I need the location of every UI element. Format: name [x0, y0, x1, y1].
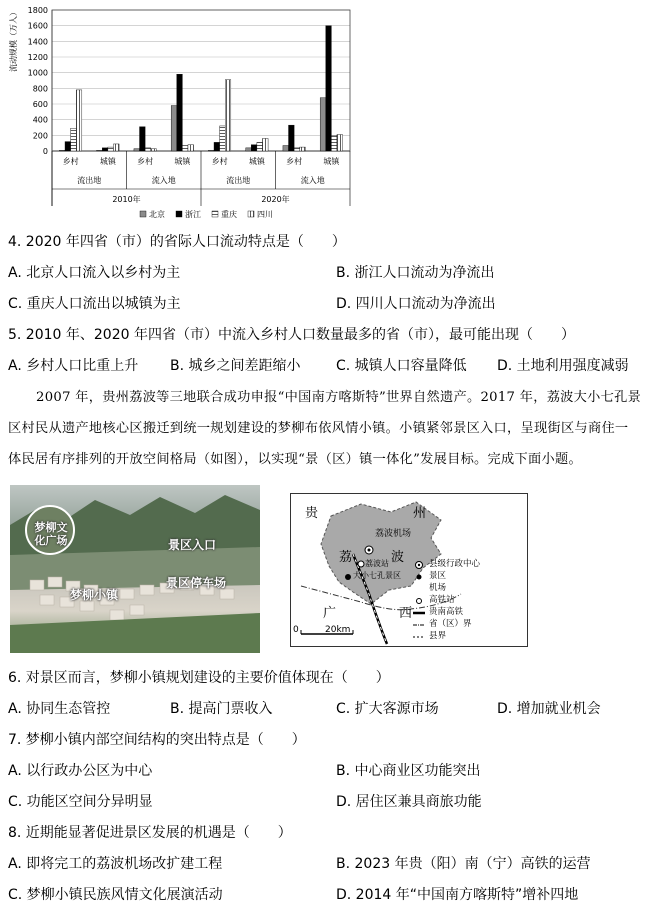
bar-四川-3	[188, 145, 194, 151]
passage-line-2: 区村民从遗产地核心区搬迁到统一规划建设的梦柳布依风情小镇。小镇紧邻景区入口，呈现街区与商住一	[8, 421, 629, 436]
bar-重庆-5	[257, 142, 263, 151]
map-label-scenic: 大小七孔景区	[353, 571, 401, 580]
photo-label-town: 梦柳小镇	[70, 588, 119, 602]
q8-option-a[interactable]: A. 即将完工的荔波机场改扩建工程	[8, 856, 223, 872]
x-category-label: 城镇	[99, 157, 116, 166]
map-label-li: 荔	[339, 550, 353, 565]
x-group-label: 流入地	[151, 176, 176, 185]
bar-浙江-1	[102, 148, 108, 151]
map-label-station: 荔波站	[365, 559, 389, 568]
q6-stem: 6. 对景区而言，梦柳小镇规划建设的主要价值体现在（ ）	[8, 670, 390, 686]
bar-四川-5	[262, 138, 268, 151]
legend-swatch	[212, 211, 218, 217]
q5-option-a[interactable]: A. 乡村人口比重上升	[8, 358, 139, 374]
q5-option-c[interactable]: C. 城镇人口容量降低	[336, 358, 467, 374]
bar-浙江-6	[289, 125, 295, 151]
q8-option-b[interactable]: B. 2023 年贵（阳）南（宁）高铁的运营	[336, 856, 591, 872]
legend-label: 四川	[257, 210, 273, 219]
bar-浙江-0	[65, 142, 71, 151]
q6-option-c[interactable]: C. 扩大客源市场	[336, 701, 439, 717]
legend-swatch	[248, 211, 254, 217]
map-label-zhou: 州	[413, 506, 427, 521]
q8-stem: 8. 近期能显著促进景区发展的机遇是（ ）	[8, 825, 292, 841]
bar-北京-3	[171, 106, 177, 151]
y-tick-label: 0	[42, 147, 48, 156]
bar-浙江-5	[251, 145, 257, 151]
bar-重庆-1	[108, 147, 114, 151]
q6-option-d[interactable]: D. 增加就业机会	[497, 701, 601, 717]
y-axis-label: 流动规模（万人）	[9, 8, 18, 72]
y-tick-label: 400	[32, 115, 48, 125]
legend-label: 北京	[149, 210, 165, 219]
map-drawing	[291, 494, 527, 646]
legend-swatch	[176, 211, 182, 217]
bar-四川-6	[300, 147, 306, 151]
scenic-symbol	[345, 574, 351, 580]
y-tick-label: 1400	[27, 37, 48, 47]
population-flow-chart	[0, 0, 360, 225]
bar-北京-7	[320, 98, 326, 151]
bar-北京-2	[134, 149, 140, 151]
x-group-label: 流出地	[226, 176, 251, 185]
bar-北京-6	[283, 146, 289, 151]
x-category-label: 城镇	[323, 157, 340, 166]
bar-四川-0	[76, 90, 82, 151]
bar-北京-4	[208, 150, 214, 151]
map-scale: 20km	[325, 625, 351, 635]
town-aerial-photo	[10, 485, 260, 653]
q5-stem: 5. 2010 年、2020 年四省（市）中流入乡村人口数量最多的省（市），最可能出现（ ）	[8, 327, 575, 343]
y-tick-label: 1600	[27, 21, 48, 31]
legend-county-center: 县级行政中心	[429, 559, 481, 569]
photo-label-scenic-entrance: 景区入口	[168, 538, 217, 552]
x-year-label: 2020年	[261, 195, 290, 204]
legend-airport: 机场	[429, 583, 447, 593]
x-category-label: 乡村	[137, 157, 154, 166]
legend-rail: 贵南高铁	[429, 607, 464, 617]
q7-stem: 7. 梦柳小镇内部空间结构的突出特点是（ ）	[8, 732, 306, 748]
bar-chart-svg	[0, 0, 360, 225]
bar-四川-1	[113, 144, 119, 151]
map-label-bo: 波	[391, 550, 405, 565]
q7-option-c[interactable]: C. 功能区空间分异明显	[8, 794, 153, 810]
photo-illustration	[10, 485, 260, 653]
legend-label: 浙江	[185, 210, 201, 219]
bar-重庆-7	[331, 135, 337, 151]
station-symbol	[358, 561, 364, 567]
chart-legend	[140, 209, 273, 219]
bar-重庆-2	[145, 148, 151, 151]
y-tick-label: 200	[32, 131, 48, 141]
x-category-label: 乡村	[62, 157, 79, 166]
bar-浙江-4	[214, 142, 220, 151]
photo-label-parking: 景区停车场	[166, 576, 227, 590]
map-label-xi: 西	[399, 606, 413, 621]
y-tick-label: 800	[32, 84, 48, 94]
map-scale-zero: 0	[293, 625, 299, 635]
q6-option-a[interactable]: A. 协同生态管控	[8, 701, 111, 717]
bar-北京-1	[97, 150, 103, 151]
x-group-label: 流入地	[300, 176, 325, 185]
q5-option-d[interactable]: D. 土地利用强度减弱	[497, 358, 629, 374]
q5-option-b[interactable]: B. 城乡之间差距缩小	[170, 358, 301, 374]
bar-四川-7	[337, 135, 343, 151]
map-label-airport: 荔波机场	[375, 529, 412, 539]
x-group-label: 流出地	[77, 176, 102, 185]
bar-重庆-3	[182, 146, 188, 151]
q4-option-a[interactable]: A. 北京人口流入以乡村为主	[8, 265, 181, 281]
q4-option-c[interactable]: C. 重庆人口流出以城镇为主	[8, 296, 181, 312]
q7-option-d[interactable]: D. 居住区兼具商旅功能	[336, 794, 482, 810]
y-tick-label: 600	[32, 100, 48, 109]
bar-浙江-3	[177, 74, 183, 151]
legend-county-border: 县界	[429, 631, 447, 641]
x-group-labels	[52, 151, 350, 206]
bar-浙江-2	[140, 127, 146, 151]
q4-stem: 4. 2020 年四省（市）的省际人口流动特点是（ ）	[8, 234, 346, 250]
bar-重庆-6	[294, 148, 300, 151]
bar-重庆-4	[220, 126, 226, 151]
bar-北京-0	[59, 150, 65, 151]
photo-label-culture-square: 梦柳文化广场	[34, 521, 68, 547]
x-category-label: 城镇	[174, 157, 191, 166]
x-category-label: 乡村	[211, 157, 228, 166]
x-year-label: 2010年	[112, 195, 141, 204]
location-map	[290, 493, 528, 647]
q6-option-b[interactable]: B. 提高门票收入	[170, 701, 273, 717]
bar-浙江-7	[326, 26, 332, 151]
legend-swatch	[140, 211, 146, 217]
legend-station: 高铁站	[429, 595, 455, 605]
y-ticks	[28, 6, 48, 156]
y-tick-label: 1800	[27, 6, 48, 15]
x-category-label: 乡村	[286, 157, 303, 166]
bar-重庆-0	[71, 128, 77, 151]
legend-province-border: 省（区）界	[429, 619, 472, 629]
q4-option-b[interactable]: B. 浙江人口流动为净流出	[336, 265, 495, 281]
bar-四川-2	[151, 149, 157, 151]
x-category-label: 城镇	[248, 157, 265, 166]
bar-四川-4	[225, 80, 231, 151]
q7-option-a[interactable]: A. 以行政办公区为中心	[8, 763, 153, 779]
bar-北京-5	[246, 148, 252, 151]
q8-option-c[interactable]: C. 梦柳小镇民族风情文化展演活动	[8, 887, 223, 903]
map-label-gui: 贵	[305, 506, 319, 521]
x-category-labels	[63, 156, 341, 166]
y-tick-label: 1200	[27, 53, 48, 62]
passage-line-3: 体民居有序排列的开放空间格局（如图），以实现“景（区）镇一体化”发展目标。完成下面小题。	[8, 452, 582, 467]
plot-frame	[52, 10, 350, 151]
legend-label: 重庆	[221, 210, 237, 219]
map-legend	[429, 558, 480, 642]
map-label-guang: 广	[323, 606, 337, 621]
q8-option-d[interactable]: D. 2014 年“中国南方喀斯特”增补四地	[336, 887, 579, 903]
q7-option-b[interactable]: B. 中心商业区功能突出	[336, 763, 481, 779]
y-tick-label: 1000	[27, 68, 48, 78]
legend-scenic: 景区	[429, 571, 447, 581]
passage-line-1: 2007 年，贵州荔波等三地联合成功申报“中国南方喀斯特”世界自然遗产。2017 年，荔波大小七孔景	[36, 390, 642, 405]
q4-option-d[interactable]: D. 四川人口流动为净流出	[336, 296, 496, 312]
